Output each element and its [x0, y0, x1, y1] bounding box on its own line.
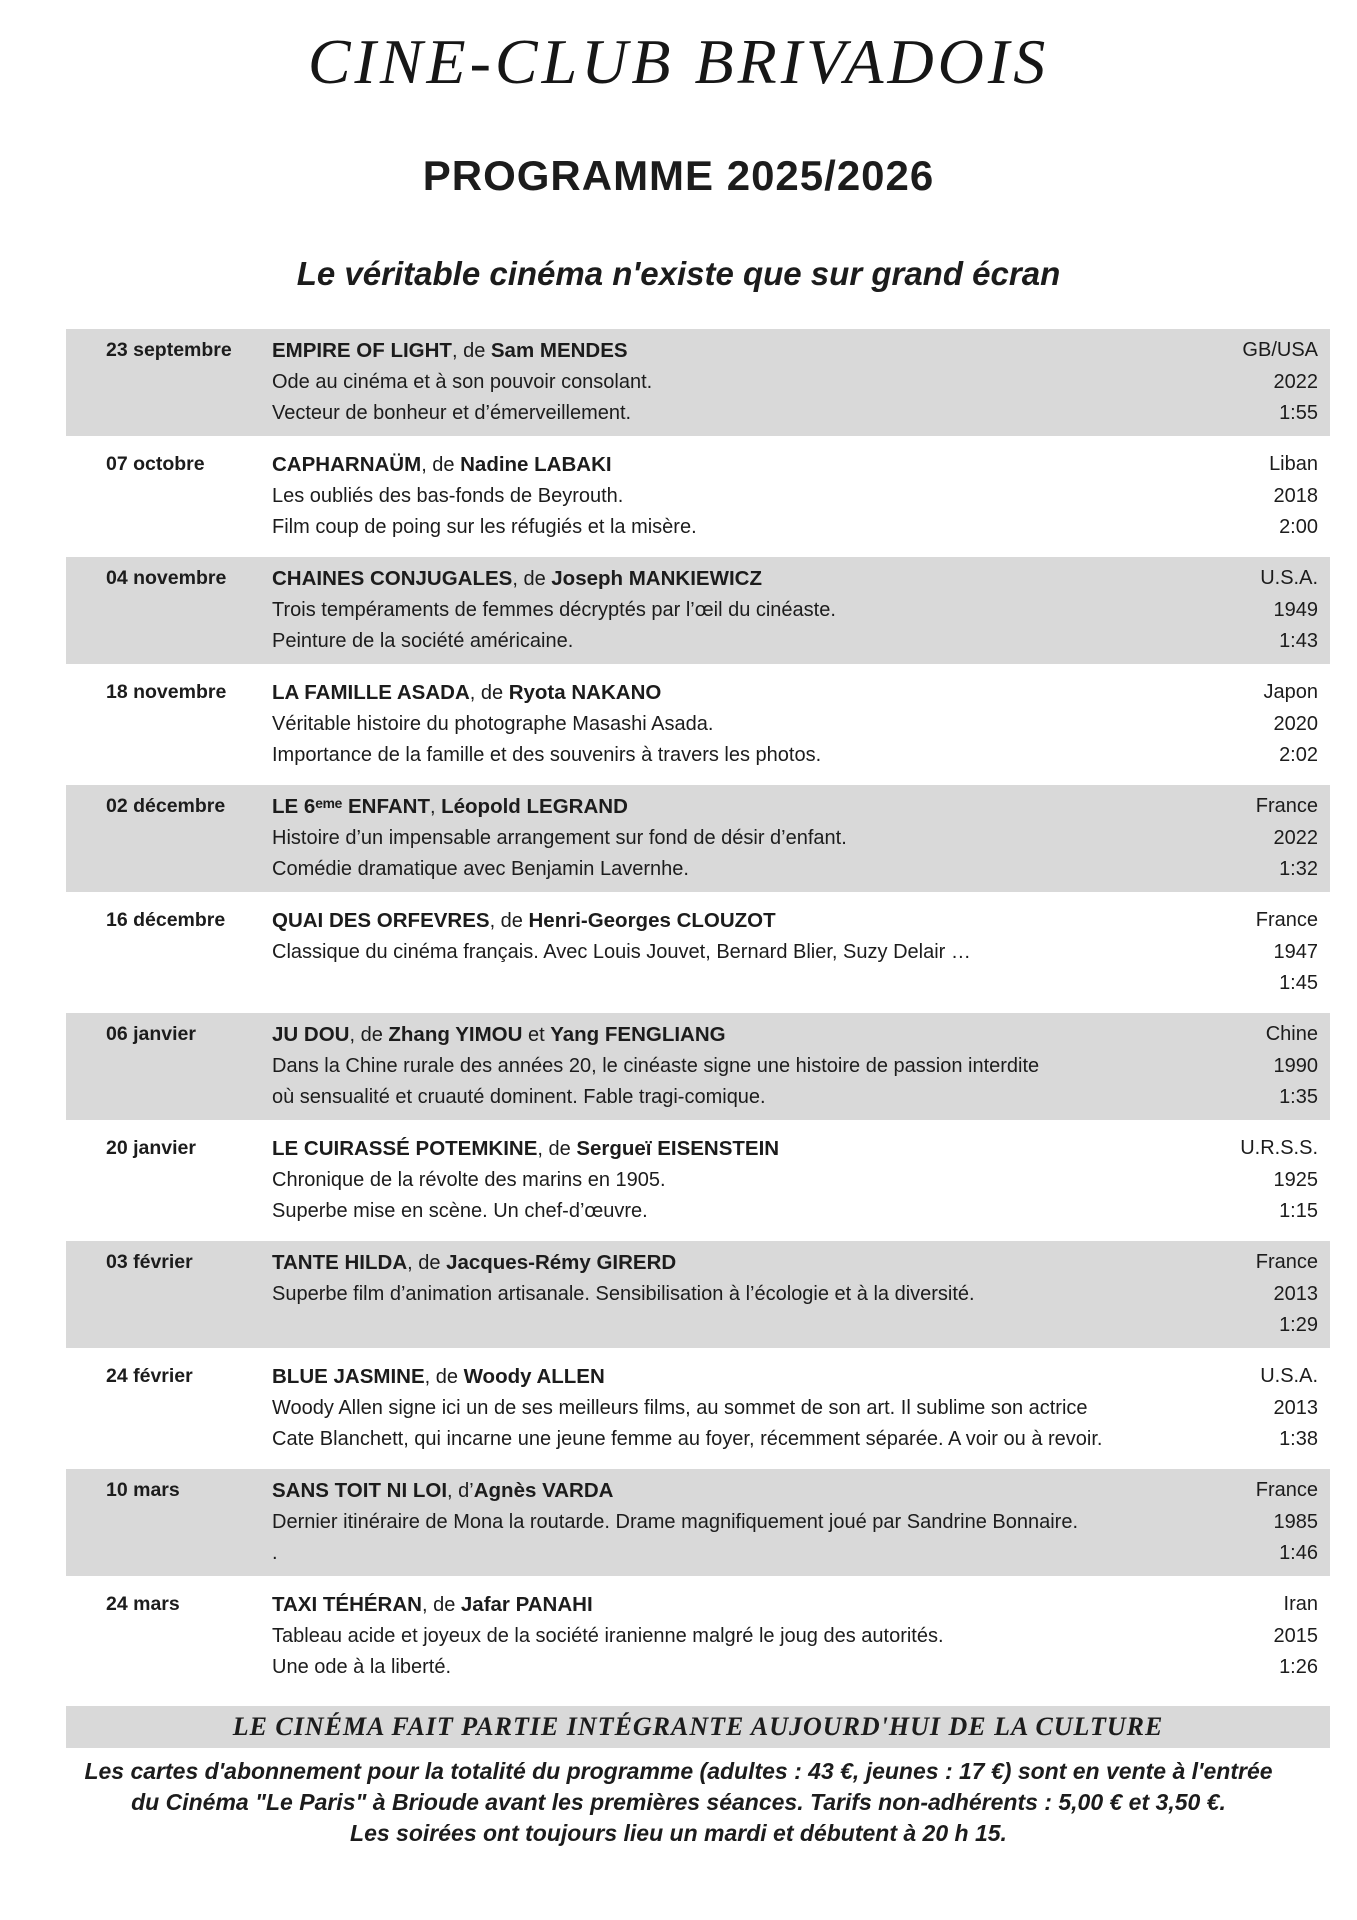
film-date-spacer — [66, 512, 272, 543]
film-year: 2020 — [1273, 713, 1318, 735]
film-date: 16 décembre — [106, 909, 226, 931]
film-desc-line: Comédie dramatique avec Benjamin Lavernhe. — [272, 858, 689, 880]
film-row — [66, 563, 1318, 595]
film-date: 04 novembre — [106, 567, 227, 589]
film-director: Nadine LABAKI — [460, 453, 612, 476]
film-duration: 1:45 — [1279, 972, 1318, 994]
film-desc-line: Chronique de la révolte des marins en 1905. — [272, 1169, 666, 1191]
film-date-spacer — [66, 398, 272, 429]
film-director: Agnès VARDA — [473, 1479, 614, 1502]
film-duration: 1:15 — [1279, 1200, 1318, 1222]
film-entry — [66, 785, 1330, 892]
film-title-line — [272, 563, 1198, 595]
film-entry — [66, 671, 1330, 778]
film-year: 1947 — [1273, 941, 1318, 963]
footer-note-line: Les cartes d'abonnement pour la totalité du programme (adultes : 43 €, jeunes : 17 €) sont en vente à l'entrée — [84, 1758, 1273, 1784]
film-title-line — [272, 791, 1198, 823]
film-country: Japon — [1263, 681, 1318, 703]
film-director: Yang FENGLIANG — [550, 1023, 726, 1046]
film-title-separator: et — [522, 1024, 551, 1046]
film-row — [66, 1621, 1318, 1652]
film-director: Sergueï EISENSTEIN — [576, 1137, 780, 1160]
film-date-spacer — [66, 595, 272, 626]
film-country: U.R.S.S. — [1240, 1137, 1318, 1159]
footer-notes — [0, 1756, 1357, 1849]
film-row — [66, 1133, 1318, 1165]
film-country: GB/USA — [1242, 339, 1318, 361]
film-date-spacer — [66, 937, 272, 968]
film-desc-line: Une ode à la liberté. — [272, 1656, 452, 1678]
film-desc-line — [272, 1310, 1198, 1341]
film-year: 2022 — [1273, 827, 1318, 849]
film-desc-line: où sensualité et cruauté dominent. Fable tragi-comique. — [272, 1086, 766, 1108]
film-date-spacer — [66, 1165, 272, 1196]
film-duration: 1:26 — [1279, 1656, 1318, 1678]
film-row — [66, 1538, 1318, 1569]
film-desc-line: Cate Blanchett, qui incarne une jeune femme au foyer, récemment séparée. A voir ou à revoir. — [272, 1428, 1103, 1450]
film-title-separator: , — [429, 796, 442, 818]
film-title-separator: , de — [421, 1594, 461, 1616]
film-title-separator: , de — [407, 1252, 447, 1274]
film-title: LE 6ᵉᵐᵉ ENFANT — [272, 795, 430, 818]
film-date-spacer — [66, 1082, 272, 1113]
film-desc-line: Classique du cinéma français. Avec Louis Jouvet, Bernard Blier, Suzy Delair … — [272, 941, 971, 963]
film-row — [66, 854, 1318, 885]
film-year: 1985 — [1273, 1511, 1318, 1533]
film-desc-line: Woody Allen signe ici un de ses meilleurs films, au sommet de son art. Il sublime son actrice — [272, 1397, 1088, 1419]
film-title: LA FAMILLE ASADA — [272, 681, 470, 704]
film-row — [66, 1393, 1318, 1424]
film-entry — [66, 557, 1330, 664]
film-year: 2013 — [1273, 1397, 1318, 1419]
film-date: 10 mars — [106, 1479, 180, 1501]
film-country: France — [1255, 1251, 1318, 1273]
film-title-line — [272, 335, 1198, 367]
film-row — [66, 367, 1318, 398]
film-desc-line: Tableau acide et joyeux de la société iranienne malgré le joug des autorités. — [272, 1625, 944, 1647]
film-date: 02 décembre — [106, 795, 226, 817]
film-date-spacer — [66, 1393, 272, 1424]
film-title: SANS TOIT NI LOI — [272, 1479, 448, 1502]
footer-note-line: Les soirées ont toujours lieu un mardi et débutent à 20 h 15. — [350, 1820, 1007, 1846]
film-row — [66, 1165, 1318, 1196]
film-title: CAPHARNAÜM — [272, 453, 422, 476]
film-date: 24 mars — [106, 1593, 180, 1615]
film-title: QUAI DES ORFEVRES — [272, 909, 490, 932]
film-list — [66, 329, 1330, 1690]
film-title-separator: , de — [349, 1024, 389, 1046]
film-title-line — [272, 905, 1198, 937]
film-desc-line: Véritable histoire du photographe Masashi Asada. — [272, 713, 714, 735]
film-desc-line: Les oubliés des bas-fonds de Beyrouth. — [272, 485, 624, 507]
film-title-separator: , de — [512, 568, 552, 590]
film-title: BLUE JASMINE — [272, 1365, 425, 1388]
film-row — [66, 595, 1318, 626]
film-title-line — [272, 449, 1198, 481]
film-row — [66, 335, 1318, 367]
film-entry — [66, 443, 1330, 550]
film-row — [66, 1279, 1318, 1310]
film-date-spacer — [66, 823, 272, 854]
film-desc-line: Trois tempéraments de femmes décryptés par l’œil du cinéaste. — [272, 599, 836, 621]
film-desc-line: Ode au cinéma et à son pouvoir consolant. — [272, 371, 653, 393]
tagline: Le véritable cinéma n'existe que sur grand écran — [296, 255, 1061, 292]
film-row — [66, 968, 1318, 999]
film-desc-line: Film coup de poing sur les réfugiés et la misère. — [272, 516, 697, 538]
film-duration: 1:38 — [1279, 1428, 1318, 1450]
film-row — [66, 1507, 1318, 1538]
film-duration: 1:35 — [1279, 1086, 1318, 1108]
film-date-spacer — [66, 481, 272, 512]
film-title-line — [272, 1589, 1198, 1621]
film-title-line — [272, 1247, 1198, 1279]
film-row — [66, 937, 1318, 968]
film-desc-line: Importance de la famille et des souvenirs à travers les photos. — [272, 744, 822, 766]
film-entry — [66, 1583, 1330, 1690]
film-date-spacer — [66, 1424, 272, 1455]
film-row — [66, 1247, 1318, 1279]
film-desc-line: Histoire d’un impensable arrangement sur fond de désir d’enfant. — [272, 827, 847, 849]
film-entry — [66, 1013, 1330, 1120]
film-director: Zhang YIMOU — [388, 1023, 523, 1046]
film-date-spacer — [66, 740, 272, 771]
film-date: 24 février — [106, 1365, 193, 1387]
film-title: TAXI TÉHÉRAN — [272, 1593, 422, 1616]
film-row — [66, 449, 1318, 481]
programme-heading: PROGRAMME 2025/2026 — [422, 152, 935, 199]
film-year: 1949 — [1273, 599, 1318, 621]
film-duration: 2:00 — [1279, 516, 1318, 538]
film-year: 2022 — [1273, 371, 1318, 393]
film-row — [66, 1361, 1318, 1393]
document-page — [0, 26, 1357, 1920]
film-entry — [66, 899, 1330, 1006]
film-row — [66, 1019, 1318, 1051]
film-row — [66, 512, 1318, 543]
film-row — [66, 1310, 1318, 1341]
footer-banner: LE CINÉMA FAIT PARTIE INTÉGRANTE AUJOURD'HUI DE LA CULTURE — [66, 1706, 1330, 1748]
film-title: EMPIRE OF LIGHT — [272, 339, 452, 362]
film-director: Ryota NAKANO — [508, 681, 662, 704]
film-row — [66, 709, 1318, 740]
film-title-line — [272, 1361, 1198, 1393]
film-desc-line: Vecteur de bonheur et d’émerveillement. — [272, 402, 632, 424]
film-row — [66, 823, 1318, 854]
film-date-spacer — [66, 968, 272, 999]
film-row — [66, 1424, 1318, 1455]
film-title-line — [272, 1133, 1198, 1165]
film-row — [66, 1196, 1318, 1227]
film-date-spacer — [66, 367, 272, 398]
film-country: U.S.A. — [1260, 567, 1318, 589]
film-duration: 2:02 — [1279, 744, 1318, 766]
film-date-spacer — [66, 626, 272, 657]
film-row — [66, 1652, 1318, 1683]
film-title-separator: , de — [451, 340, 491, 362]
film-country: Liban — [1269, 453, 1318, 475]
film-year: 2018 — [1273, 485, 1318, 507]
film-desc-line: . — [272, 1542, 278, 1564]
film-row — [66, 398, 1318, 429]
film-title-separator: , de — [421, 454, 461, 476]
film-row — [66, 1589, 1318, 1621]
film-country: France — [1255, 909, 1318, 931]
film-country: Chine — [1265, 1023, 1318, 1045]
film-entry — [66, 329, 1330, 436]
film-date: 18 novembre — [106, 681, 227, 703]
film-director: Henri-Georges CLOUZOT — [528, 909, 776, 932]
film-title-separator: , de — [469, 682, 509, 704]
film-date: 03 février — [106, 1251, 193, 1273]
film-row — [66, 1475, 1318, 1507]
film-row — [66, 791, 1318, 823]
film-date-spacer — [66, 709, 272, 740]
film-date: 06 janvier — [106, 1023, 196, 1045]
film-country: France — [1255, 795, 1318, 817]
film-director: Sam MENDES — [490, 339, 628, 362]
film-row — [66, 626, 1318, 657]
film-duration: 1:43 — [1279, 630, 1318, 652]
film-desc-line: Peinture de la société américaine. — [272, 630, 574, 652]
film-duration: 1:55 — [1279, 402, 1318, 424]
film-desc-line: Dernier itinéraire de Mona la routarde. Drame magnifiquement joué par Sandrine Bonnaire. — [272, 1511, 1078, 1533]
film-duration: 1:29 — [1279, 1314, 1318, 1336]
film-duration: 1:32 — [1279, 858, 1318, 880]
film-title: TANTE HILDA — [272, 1251, 408, 1274]
film-date-spacer — [66, 1507, 272, 1538]
film-row — [66, 1051, 1318, 1082]
film-year: 2015 — [1273, 1625, 1318, 1647]
film-date-spacer — [66, 1310, 272, 1341]
film-row — [66, 1082, 1318, 1113]
film-title: CHAINES CONJUGALES — [272, 567, 513, 590]
footer-note-line: du Cinéma "Le Paris" à Brioude avant les premières séances. Tarifs non-adhérents : 5,00 € et 3,50 €. — [131, 1789, 1226, 1815]
film-title-separator: , de — [489, 910, 529, 932]
film-date-spacer — [66, 1621, 272, 1652]
film-date-spacer — [66, 1652, 272, 1683]
film-year: 1990 — [1273, 1055, 1318, 1077]
film-desc-line: Superbe mise en scène. Un chef-d’œuvre. — [272, 1200, 648, 1222]
film-director: Jacques-Rémy GIRERD — [446, 1251, 677, 1274]
film-date-spacer — [66, 1196, 272, 1227]
film-duration: 1:46 — [1279, 1542, 1318, 1564]
film-row — [66, 677, 1318, 709]
film-row — [66, 905, 1318, 937]
film-date-spacer — [66, 854, 272, 885]
film-director: Joseph MANKIEWICZ — [551, 567, 762, 590]
film-title-line — [272, 1475, 1198, 1507]
film-row — [66, 481, 1318, 512]
film-entry — [66, 1469, 1330, 1576]
film-desc-line: Dans la Chine rurale des années 20, le cinéaste signe une histoire de passion interdite — [272, 1055, 1040, 1077]
film-desc-line — [272, 968, 1198, 999]
film-country: France — [1255, 1479, 1318, 1501]
film-country: U.S.A. — [1260, 1365, 1318, 1387]
film-title-separator: , d’ — [447, 1480, 474, 1502]
film-director: Jafar PANAHI — [460, 1593, 593, 1616]
film-date: 20 janvier — [106, 1137, 196, 1159]
film-date-spacer — [66, 1538, 272, 1569]
film-entry — [66, 1355, 1330, 1462]
film-date: 07 octobre — [106, 453, 205, 475]
film-entry — [66, 1241, 1330, 1348]
film-date: 23 septembre — [106, 339, 232, 361]
film-title-line — [272, 1019, 1198, 1051]
film-title: JU DOU — [272, 1023, 350, 1046]
film-desc-line: Superbe film d’animation artisanale. Sensibilisation à l’écologie et à la diversité. — [272, 1283, 975, 1305]
film-director: Woody ALLEN — [463, 1365, 605, 1388]
film-title: LE CUIRASSÉ POTEMKINE — [272, 1137, 538, 1160]
film-date-spacer — [66, 1051, 272, 1082]
film-title-separator: , de — [424, 1366, 464, 1388]
film-year: 1925 — [1273, 1169, 1318, 1191]
film-date-spacer — [66, 1279, 272, 1310]
page-title: CINE-CLUB BRIVADOIS — [307, 26, 1050, 97]
film-row — [66, 740, 1318, 771]
film-title-line — [272, 677, 1198, 709]
film-title-separator: , de — [537, 1138, 577, 1160]
film-country: Iran — [1283, 1593, 1318, 1615]
film-year: 2013 — [1273, 1283, 1318, 1305]
film-entry — [66, 1127, 1330, 1234]
film-director: Léopold LEGRAND — [441, 795, 628, 818]
